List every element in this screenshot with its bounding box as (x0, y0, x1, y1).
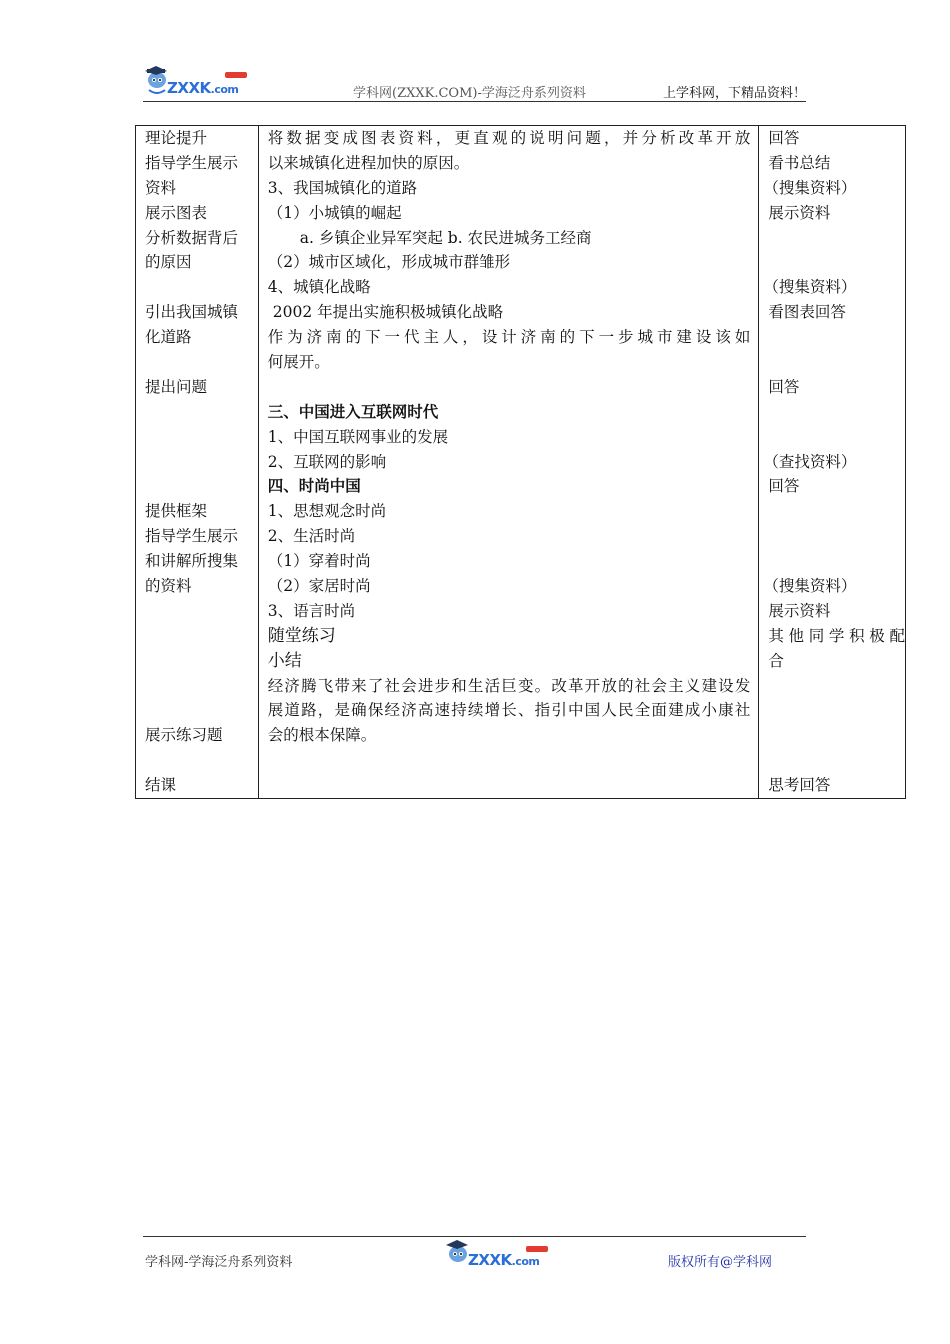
cell-line: （搜集资料） (763, 278, 857, 297)
cell-line: （1）穿着时尚 (267, 552, 371, 571)
cell-line: 其他同学积极配 (768, 626, 905, 645)
cell-line (759, 698, 905, 723)
cell-line: 会的根本保障。 (267, 726, 377, 745)
cell-line: 何展开。 (267, 353, 330, 372)
copyright-text: 版权所有@学科网 (668, 1255, 773, 1270)
teacher-activity-column (136, 126, 259, 799)
cell-line: 的原因 (145, 253, 192, 272)
cell-line (759, 674, 905, 699)
cell-line: 看图表回答 (768, 303, 846, 322)
cell-line: 回答 (768, 377, 800, 396)
cell-line: 1、思想观念时尚 (267, 502, 387, 521)
cell-line: 展示资料 (768, 203, 831, 222)
cell-line: 化道路 (145, 328, 192, 347)
cell-line (136, 474, 258, 499)
cell-line: 提供框架 (145, 502, 208, 521)
cell-line (136, 400, 258, 425)
cell-line: 4、城镇化战略 (267, 278, 371, 297)
cell-line: （搜集资料） (763, 577, 857, 596)
cell-line: 引出我国城镇 (145, 303, 239, 322)
footer-site-text: 学科网-学海泛舟系列资料 (145, 1255, 293, 1270)
cell-line (759, 400, 905, 425)
header-slogan: 上学科网，下精品资料！ (662, 86, 806, 101)
cell-line: 思考回答 (768, 776, 831, 795)
cell-line (759, 748, 905, 773)
cell-line (136, 674, 258, 699)
cell-line (759, 549, 905, 574)
cell-line: 2、互联网的影响 (267, 452, 387, 471)
cell-line: 指导学生展示 (145, 527, 239, 546)
cell-line: 结课 (145, 776, 177, 795)
zxxk-logo[interactable] (143, 66, 253, 98)
cell-line (759, 499, 905, 524)
student-activity-column (759, 126, 906, 799)
cell-line (136, 450, 258, 475)
cell-line: a. 乡镇企业异军突起 b. 农民进城务工经商 (299, 228, 592, 247)
cell-line (759, 723, 905, 748)
cell-line: 作为济南的下一代主人，设计济南的下一步城市建设该如 (267, 328, 751, 347)
cell-line: 随堂练习 (267, 625, 336, 646)
cell-line (759, 425, 905, 450)
cell-line (759, 226, 905, 251)
cell-line: 经济腾飞带来了社会进步和生活巨变。改革开放的社会主义建设发 (267, 676, 751, 695)
cell-line: 提出问题 (145, 377, 208, 396)
footer-zxxk-logo[interactable] (444, 1238, 554, 1270)
cell-line (759, 350, 905, 375)
logo-text: ZXXK.com (167, 79, 239, 97)
cell-line: （1）小城镇的崛起 (267, 203, 402, 222)
cell-line: （查找资料） (763, 452, 857, 471)
cell-line (759, 325, 905, 350)
cell-line (259, 748, 759, 773)
cell-line (759, 524, 905, 549)
cell-line: 和讲解所搜集 (145, 552, 239, 571)
cell-line: 理论提升 (145, 129, 208, 147)
cell-line: 展示资料 (768, 601, 831, 620)
cell-line: 看书总结 (768, 153, 831, 172)
cell-line (136, 275, 258, 300)
content-column (258, 126, 759, 799)
cell-line (136, 350, 258, 375)
lesson-plan-table (135, 125, 906, 799)
cell-line: 3、我国城镇化的道路 (267, 178, 418, 197)
cell-line (759, 250, 905, 275)
cell-line: （2）家居时尚 (267, 577, 371, 596)
cell-line (136, 624, 258, 649)
cell-line: 回答 (768, 477, 800, 496)
cell-line (259, 773, 759, 798)
cell-line (136, 599, 258, 624)
section-heading: 三、中国进入互联网时代 (267, 401, 439, 421)
cell-line: 分析数据背后 (145, 228, 239, 247)
logo-text: ZXXK.com (468, 1251, 540, 1269)
cell-line: 2002 年提出实施积极城镇化战略 (272, 303, 504, 322)
cell-line: 合 (768, 651, 784, 670)
cell-line (136, 425, 258, 450)
cell-line: 展示图表 (145, 203, 208, 222)
footer-divider (143, 1236, 806, 1237)
cell-line: 将数据变成图表资料，更直观的说明问题，并分析改革开放 (267, 129, 751, 147)
cell-line: 展示练习题 (145, 726, 223, 745)
cell-line: 以来城镇化进程加快的原因。 (267, 153, 470, 172)
cell-line: 资料 (145, 178, 177, 197)
cell-line: （搜集资料） (763, 178, 857, 197)
cell-line: 展道路，是确保经济高速持续增长、指引中国人民全面建成小康社 (267, 701, 751, 720)
cell-line: 回答 (768, 129, 800, 147)
section-heading: 四、时尚中国 (267, 476, 361, 496)
header-site-text: 学科网(ZXXK.COM)-学海泛舟系列资料 (353, 86, 586, 101)
cell-line (136, 649, 258, 674)
header-divider (143, 101, 806, 102)
cell-line (136, 748, 258, 773)
cell-line: 的资料 (145, 577, 192, 596)
page-header (143, 66, 806, 102)
cell-line: 2、生活时尚 (267, 527, 356, 546)
cell-line: （2）城市区域化，形成城市群雏形 (267, 253, 511, 272)
cell-line (259, 375, 759, 400)
cell-line: 1、中国互联网事业的发展 (267, 427, 449, 446)
cell-line: 小结 (267, 650, 302, 671)
cell-line: 指导学生展示 (145, 153, 239, 172)
cell-line: 3、语言时尚 (267, 601, 356, 620)
cell-line (136, 698, 258, 723)
